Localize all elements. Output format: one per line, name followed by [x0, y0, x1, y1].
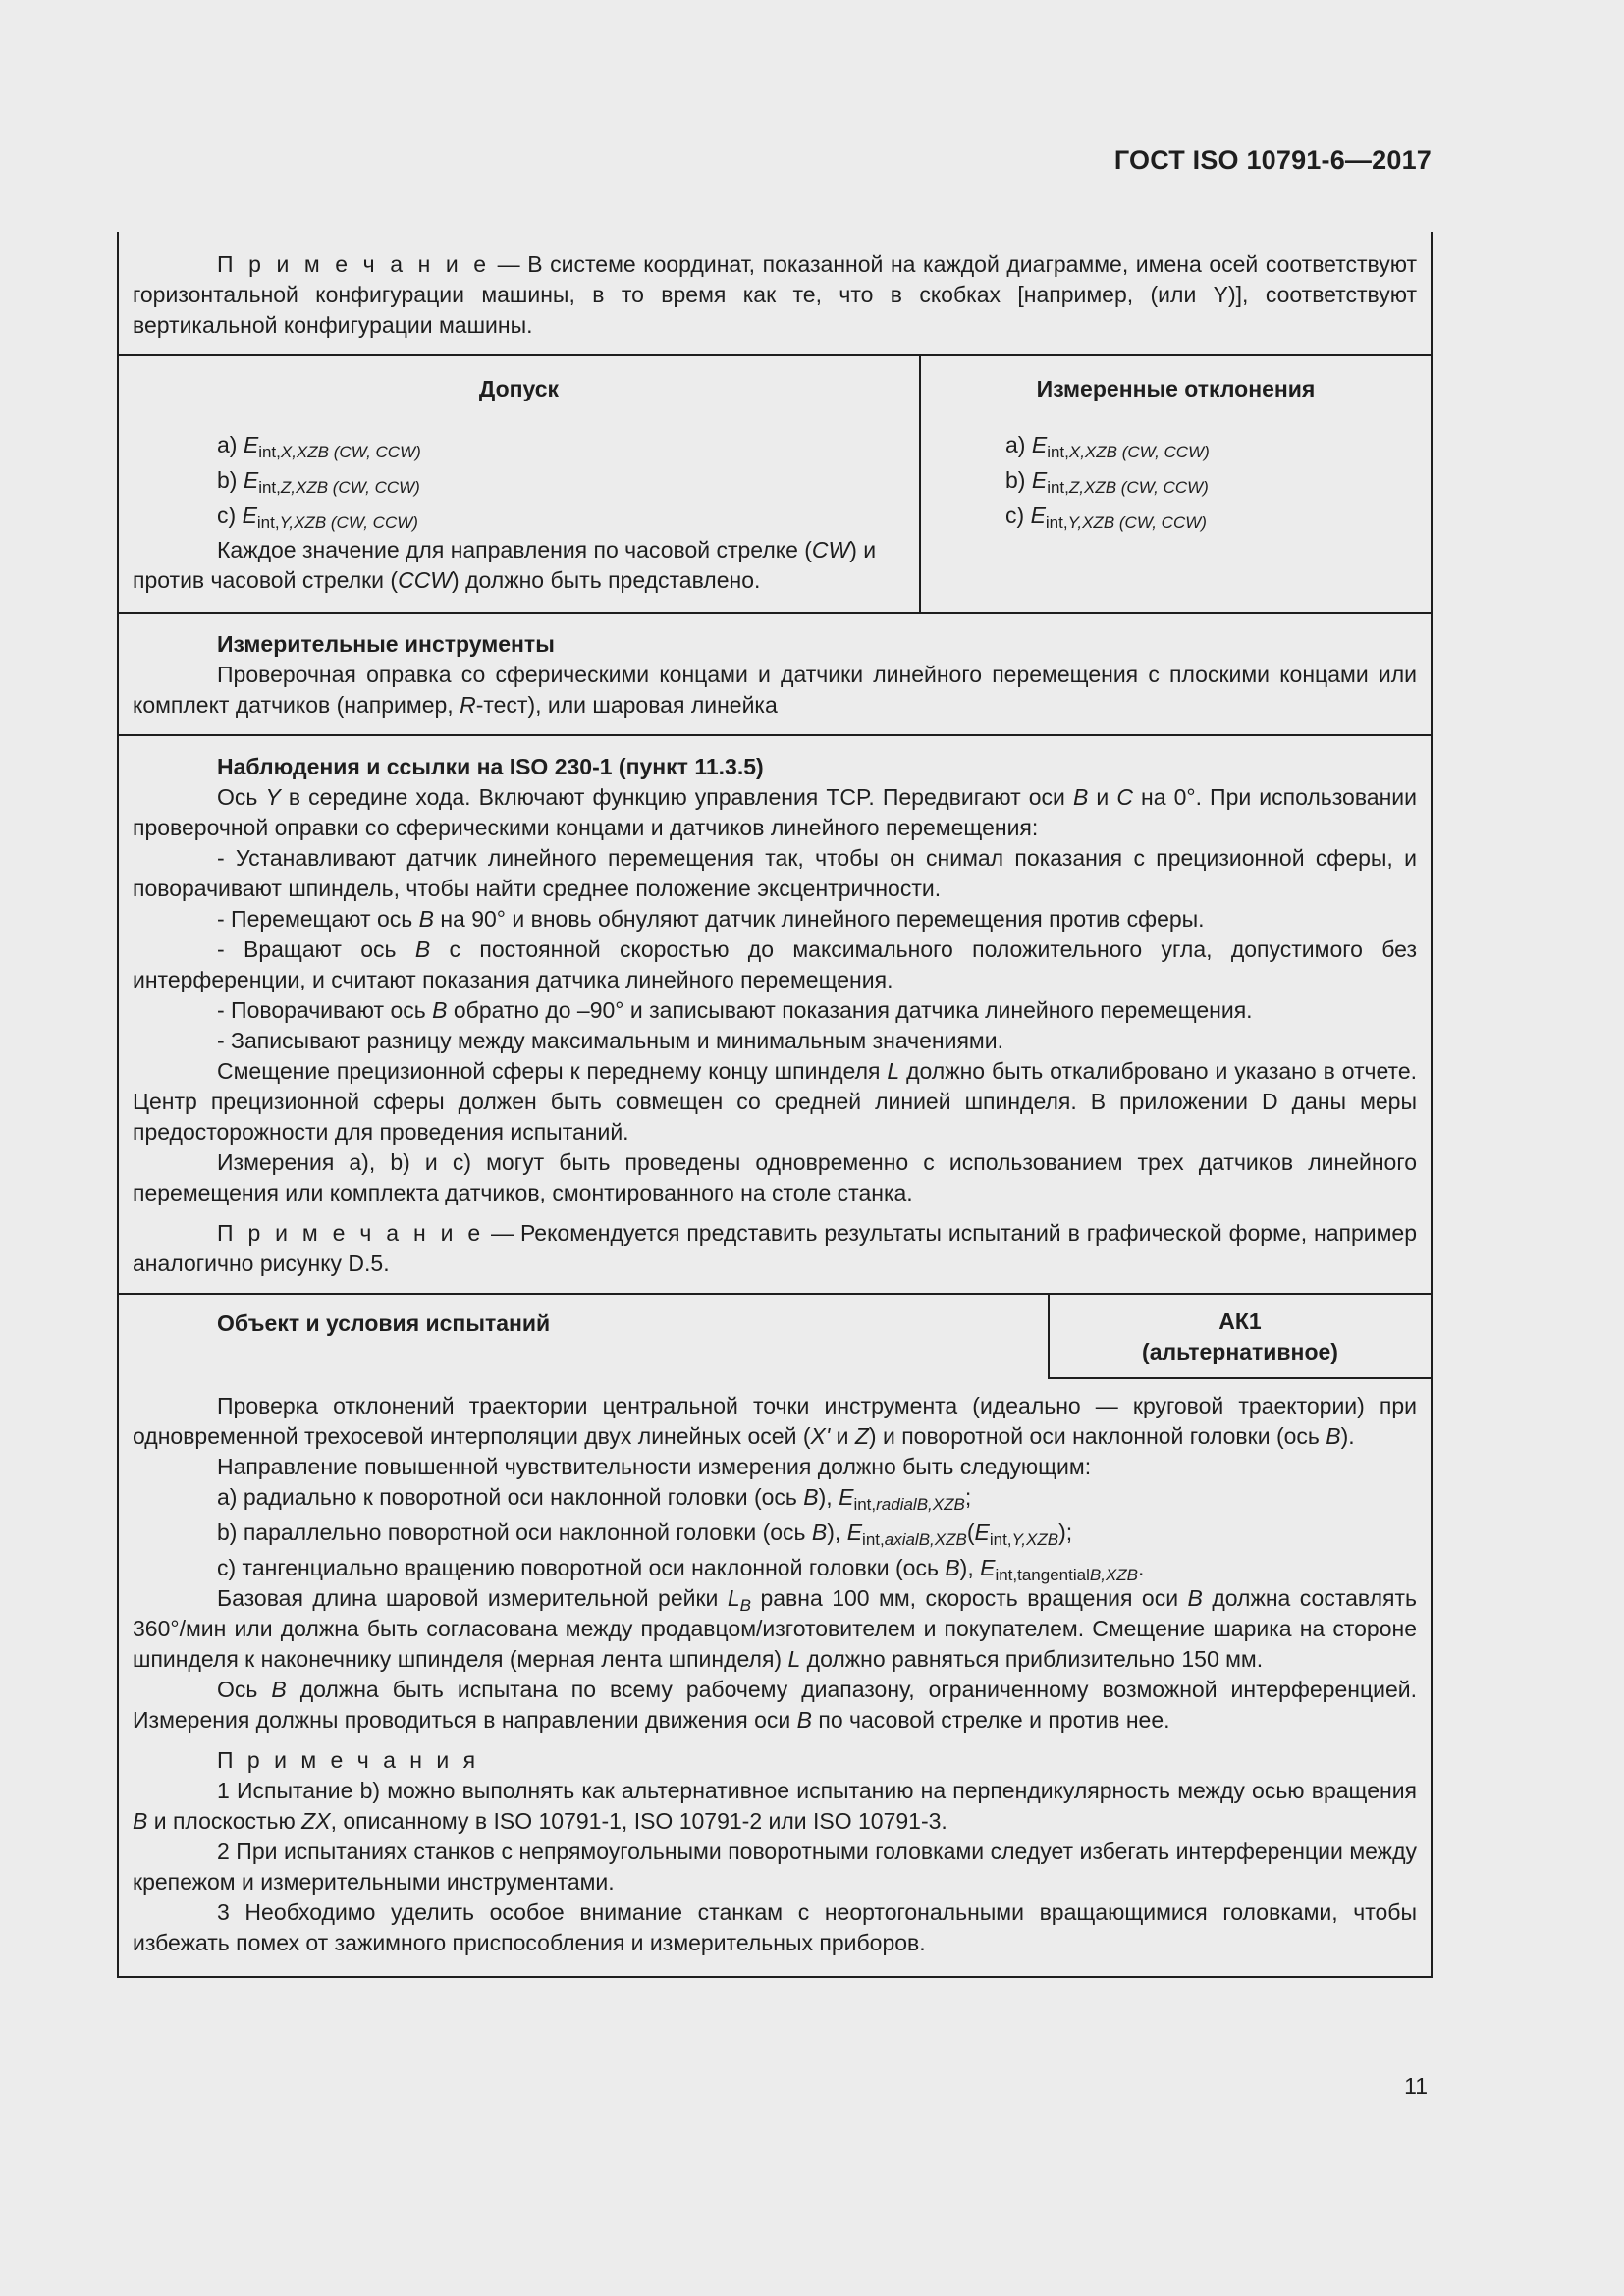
object-header [119, 1295, 1431, 1379]
object-row [119, 1293, 1431, 1976]
observations-row [119, 734, 1431, 1293]
tolerance-cell [119, 356, 921, 612]
ak-code: АК1 [1218, 1308, 1262, 1334]
observations-step-5: - Записывают разницу между максимальным и минимальным значениями. [217, 1028, 1003, 1053]
measured-item-a: a) $E_{int,X,XZB (CW, CCW)}$ [1005, 432, 1210, 461]
object-p4: Ось B должна быть испытана по всему рабочему диапазону, ограниченному возможной интерференцией. Измерения должны проводиться в направлении движения оси B по часовой стрелке и против нее. [133, 1677, 1418, 1733]
object-note-1: 1 Испытание b) можно выполнять как альтернативное испытанию на перпендикулярность между осью вращения B и плоскостью ZX, описанному в ISO 10791-1, ISO 10791-2 или ISO 10791-3. [133, 1778, 1417, 1834]
instruments-row [119, 612, 1431, 734]
observations-step-4: - Поворачивают ось B обратно до –90° и записывают показания датчика линейного перемещения. [217, 997, 1253, 1023]
object-note-2: 2 При испытаниях станков с непрямоугольными поворотными головками следует избегать интерференции между крепежом и измерительными инструментами. [133, 1839, 1417, 1895]
instruments-title: Измерительные инструменты [217, 631, 555, 657]
tolerance-title: Допуск [478, 376, 560, 401]
measured-item-b: b) $E_{int,Z,XZB (CW, CCW)}$ [1005, 467, 1209, 497]
observations-p1: Ось Y в середине хода. Включают функцию управления TCP. Передвигают оси B и C на 0°. При использовании проверочной оправки со сферическими концами и датчиков линейного перемещения: [133, 784, 1417, 840]
ak-box [1048, 1295, 1431, 1379]
page-number: 11 [1404, 2073, 1428, 2099]
tolerance-item-c: c) $E_{int,Y,XZB (CW, CCW)}$ [217, 503, 418, 532]
observations-step-2: - Перемещают ось B на 90° и вновь обнуляют датчик линейного перемещения против сферы. [217, 906, 1205, 932]
object-title: Объект и условия испытаний [217, 1310, 551, 1336]
observations-title: Наблюдения и ссылки на ISO 230-1 (пункт 11.3.5) [217, 754, 764, 779]
observations-p3: Измерения a), b) и c) могут быть проведены одновременно с использованием трех датчиков линейного перемещения или комплекта датчиков, смонтированного на столе станка. [133, 1149, 1417, 1205]
observations-p2: Смещение прецизионной сферы к переднему концу шпинделя L должно быть откалибровано и указано в отчете. Центр прецизионной сферы должен быть совмещен со средней линией шпинделя. В приложении D даны меры предосторожности для проведения испытаний. [133, 1058, 1417, 1145]
measured-item-c: c) $E_{int,Y,XZB (CW, CCW)}$ [1005, 503, 1207, 532]
object-p3: Базовая длина шаровой измерительной рейки $L_B$ равна 100 мм, скорость вращения оси B должна составлять 360°/мин или должна быть согласована между продавцом/изготовителем и покупателем. Смещение шарика на стороне шпинделя к наконечнику шпинделя (мерная лента шпинделя) L должно равняться приблизительно 150 мм. [133, 1585, 1418, 1672]
observations-note: П р и м е ч а н и е — Рекомендуется представить результаты испытаний в графической форме, например аналогично рисунку D.5. [133, 1220, 1417, 1276]
instruments-text: Проверочная оправка со сферическими концами и датчики линейного перемещения с плоскими концами или комплект датчиков (например, R-тест), или шаровая линейка [133, 662, 1417, 718]
note-top [119, 232, 1431, 354]
document-code: ГОСТ ISO 10791-6—2017 [1113, 145, 1432, 175]
object-notes-label: П р и м е ч а н и я [217, 1747, 480, 1773]
measured-title: Измеренные отклонения [1036, 376, 1316, 401]
tolerance-item-b: b) $E_{int,Z,XZB (CW, CCW)}$ [217, 467, 420, 497]
object-p1: Проверка отклонений траектории центральной точки инструмента (идеально — круговой траектории) при одновременной трехосевой интерполяции двух линейных осей (X' и Z) и поворотной оси наклонной головки (ось B). [133, 1393, 1417, 1449]
observations-step-1: - Устанавливают датчик линейного перемещения так, чтобы он снимал показания с прецизионной сферы, и поворачивают шпиндель, чтобы найти среднее положение эксцентричности. [133, 845, 1417, 901]
object-list-c: c) тангенциально вращению поворотной оси наклонной головки (ось B), $E_{int,tangentialB,XZB}$. [217, 1555, 1145, 1584]
object-p2: Направление повышенной чувствительности измерения должно быть следующим: [217, 1454, 1092, 1479]
note-text: — В системе координат, показанной на каждой диаграмме, имена осей соответствуют горизонтальной конфигурации машины, в то время как те, что в скобках [например, (или Y)], соответствуют вертикальной конфигурации машины. [133, 251, 1417, 338]
object-list-a: a) радиально к поворотной оси наклонной головки (ось B), $E_{int,radialB,XZB}$; [217, 1484, 972, 1514]
object-list-b: b) параллельно поворотной оси наклонной головки (ось B), $E_{int,axialB,XZB}(E_{int,Y,XZB})$; [217, 1520, 1073, 1549]
object-note-3: 3 Необходимо уделить особое внимание станкам с неортогональными вращающимися головками, чтобы избежать помех от зажимного приспособления и измерительных приборов. [133, 1899, 1417, 1955]
note-label: П р и м е ч а н и е [217, 251, 491, 277]
standard-table [117, 232, 1433, 1978]
measured-cell [921, 356, 1431, 612]
observations-step-3: - Вращают ось B с постоянной скоростью до максимального положительного угла, допустимого без интерференции, и считают показания датчика линейного перемещения. [133, 936, 1417, 992]
ak-label: (альтернативное) [1142, 1339, 1338, 1364]
tolerance-row [119, 354, 1431, 612]
tolerance-note: Каждое значение для направления по часовой стрелке (CW) и против часовой стрелки (CCW) должно быть представлено. [133, 537, 877, 593]
tolerance-item-a: a) $E_{int,X,XZB (CW, CCW)}$ [217, 432, 421, 461]
